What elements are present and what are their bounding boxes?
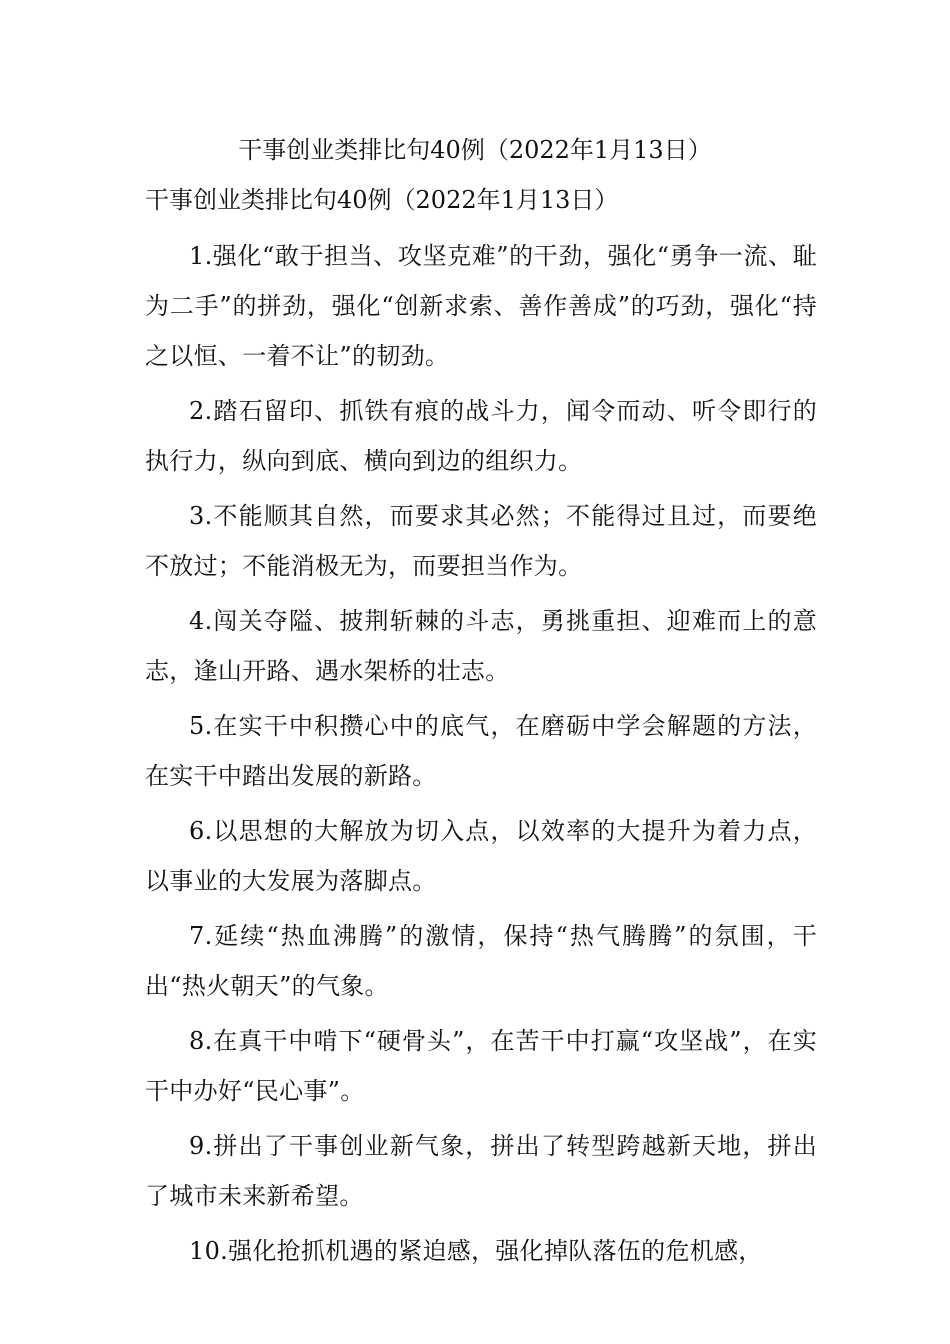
document-title: 干事创业类排比句40例（2022年1月13日） bbox=[238, 136, 712, 164]
paragraph: 1.强化“敢于担当、攻坚克难”的干劲，强化“勇争一流、耻为二手”的拼劲，强化“创新求索、善作善成”的巧劲，强化“持之以恒、一着不让”的韧劲。 bbox=[145, 242, 817, 370]
paragraph: 9.拼出了干事创业新气象，拼出了转型跨越新天地，拼出了城市未来新希望。 bbox=[145, 1132, 817, 1210]
paragraph: 6.以思想的大解放为切入点，以效率的大提升为着力点，以事业的大发展为落脚点。 bbox=[145, 817, 817, 895]
paragraph: 10.强化抢抓机遇的紧迫感，强化掉队落伍的危机感， bbox=[189, 1237, 763, 1265]
paragraph: 3.不能顺其自然，而要求其必然；不能得过且过，而要绝不放过；不能消极无为，而要担当作为。 bbox=[145, 502, 817, 580]
paragraph: 7.延续“热血沸腾”的激情，保持“热气腾腾”的氛围，干出“热火朝天”的气象。 bbox=[145, 922, 817, 1000]
paragraph: 5.在实干中积攒心中的底气，在磨砺中学会解题的方法，在实干中踏出发展的新路。 bbox=[145, 712, 817, 790]
paragraph: 8.在真干中啃下“硬骨头”，在苦干中打赢“攻坚战”，在实干中办好“民心事”。 bbox=[145, 1027, 817, 1105]
paragraph: 4.闯关夺隘、披荆斩棘的斗志，勇挑重担、迎难而上的意志，逢山开路、遇水架桥的壮志。 bbox=[145, 607, 817, 685]
document-body bbox=[145, 231, 817, 1281]
paragraph: 2.踏石留印、抓铁有痕的战斗力，闻令而动、听令即行的执行力，纵向到底、横向到边的组织力。 bbox=[145, 397, 817, 475]
document-subtitle: 干事创业类排比句40例（2022年1月13日） bbox=[145, 186, 619, 214]
